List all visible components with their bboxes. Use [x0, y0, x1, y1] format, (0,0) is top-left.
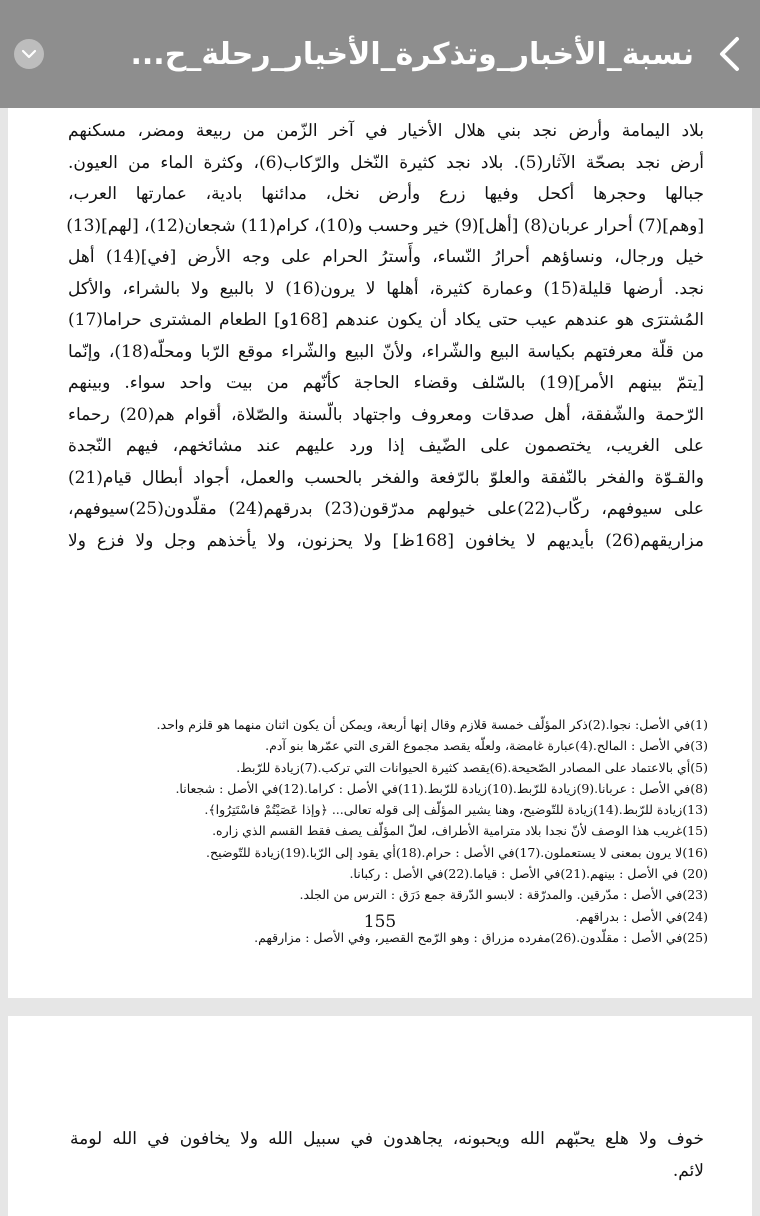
- pdf-page-155[interactable]: [8, 90, 752, 998]
- footnote-line: (25)في الأصل : مقلّدون.(26)مفرده مزراق : وهو الرّمح القصير، وفي الأصل : مزارقهم.: [254, 929, 708, 945]
- document-header-bar: [0, 0, 760, 108]
- text-line: لائم.: [672, 1160, 704, 1181]
- text-line: خوف ولا هلع يحبّهم الله ويحبونه، يجاهدون في سبيل الله ولا يخافون في الله لومة: [70, 1129, 704, 1149]
- text-line: مزاريقهم(26) بأيديهم لا يخافون [168ظ] ولا يحزنون، ولا يأخذهم وجل ولا فزع ولا: [68, 530, 704, 551]
- text-line: [يتمّ بينهم الأمر](19) بالسّلف وقضاء الحاجة كأنّهم من بيت واحد سواء. وبينهم: [68, 373, 705, 393]
- back-button[interactable]: [712, 34, 746, 74]
- pdf-page-156[interactable]: [8, 1016, 752, 1216]
- text-line: خيل ورجال، ونساؤهم أحرارُ النّساء، وأَسترُ الحرام على وجه الأرض [في](14) أهل: [68, 247, 704, 267]
- text-line: والقـوّة والفخر بالنّفقة والعلوّ بالرّفعة والفخر بالحسب والعمل، أجواد أبطال قيام(21): [68, 467, 704, 488]
- footnote-line: (13)زيادة للرّبط.(14)زيادة للتّوضيح، وهنا يشير المؤلّف إلى قوله تعالى... ﴿وإذا عَصَيْتُمْ فاسْتَتِرُوا﴾.: [204, 802, 708, 818]
- footnote-line: (16)لا يرون بمعنى لا يستعملون.(17)في الأصل : حرام.(18)أي يقود إلى الرّبا.(19)زيادة للتّوضيح.: [206, 844, 708, 860]
- footnote-line: (8)في الأصل : عربانا.(9)زيادة للرّبط.(10)زيادة للرّبط.(11)في الأصل : كراما.(12)في الأصل : شجعانا.: [175, 780, 708, 796]
- page-number: 155: [363, 912, 397, 932]
- options-dropdown-button[interactable]: [14, 39, 44, 69]
- text-line: من قلّة معرفتهم بكياسة البيع والشّراء، ولأنّ البيع والشّراء موقع الرّبا ومحلّه(18)، وإنّما: [68, 341, 704, 362]
- text-line: نجد. أرضها قليلة(15) وعمارة كثيرة، أهلها لا يرون(16) لا بالبيع ولا بالشراء، والأكل: [68, 278, 704, 299]
- footnote-line: (15)غريب هذا الوصف لأنّ نجدا بلاد مترامية الأطراف، لعلّ المؤلّف يصف فقط القسم الذي زاره.: [212, 823, 708, 839]
- document-title: نسبة_الأخبار_وتذكرة_الأخيار_رحلة_ح...: [130, 36, 694, 72]
- chevron-left-icon: [717, 36, 741, 72]
- main-text-block: [68, 116, 704, 557]
- text-line: على سيوفهم، ركّاب(22)على خيولهم مدرّقون(23) بدرقهم(24) مقلّدون(25)سيوفهم،: [68, 499, 704, 519]
- text-line: بلاد اليمامة وأرض نجد بني هلال الأخيار في آخر الزّمن من ربيعة ومضر، مسكنهم: [68, 121, 704, 141]
- text-line: المُشترَى هو عندهم عيب حتى يكاد أن يكون عندهم [168و] الطعام المشترى حراما(17): [68, 310, 704, 330]
- text-line: الرّحمة والشّفقة، أهل صدقات ومعروف واجتهاد بالّسنة والصّلاة، أقوام هم(20) رحماء: [68, 404, 704, 425]
- footnote-line: (20) في الأصل : بينهم.(21)في الأصل : قياما.(22)في الأصل : ركبانا.: [349, 866, 708, 882]
- text-line: أرض نجد بصحّة الآثار(5). بلاد نجد كثيرة النّخل والرّكاب(6)، وكثرة الماء من العيون.: [68, 152, 705, 173]
- main-text-block: [70, 1124, 704, 1187]
- footnote-line: (23)في الأصل : مدّرقين. والمدرّقة : لابسو الدّرقة جمع دَرَق : الترس من الجلد.: [299, 887, 708, 903]
- text-line: على الغريب، يختصمون على الضّيف إذا ورد عليهم عند مشائخهم، فيهم النّجدة: [68, 436, 704, 456]
- text-line: [وهم](7) أحرار عربان(8) [أهل](9) خير وحسب و(10)، كرام(11) شجعان(12)، [لهم](13): [66, 215, 704, 236]
- text-line: جبالها وحجرها أكحل وفيها زرع وأرض نخل، مدائنها بادية، عمارتها العرب،: [68, 184, 704, 204]
- footnote-line: (1)في الأصل: نجوا.(2)ذكر المؤلّف خمسة قلازم وقال إنها أربعة، ويمكن أن يكون اثنان منهما هو قلزم واحد.: [156, 717, 708, 732]
- footnote-line: (5)أي بالاعتماد على المصادر الصّحيحة.(6)يقصد كثيرة الحيوانات التي تركب.(7)زيادة للرّبط.: [236, 759, 708, 775]
- chevron-down-icon: [22, 49, 36, 59]
- footnote-line: (3)في الأصل : المالح.(4)عبارة غامضة، ولعلّه يقصد مجموع القرى التي عمّرها بنو آدم.: [265, 738, 708, 754]
- footnote-line: (24)في الأصل : بدراقهم.: [575, 908, 708, 924]
